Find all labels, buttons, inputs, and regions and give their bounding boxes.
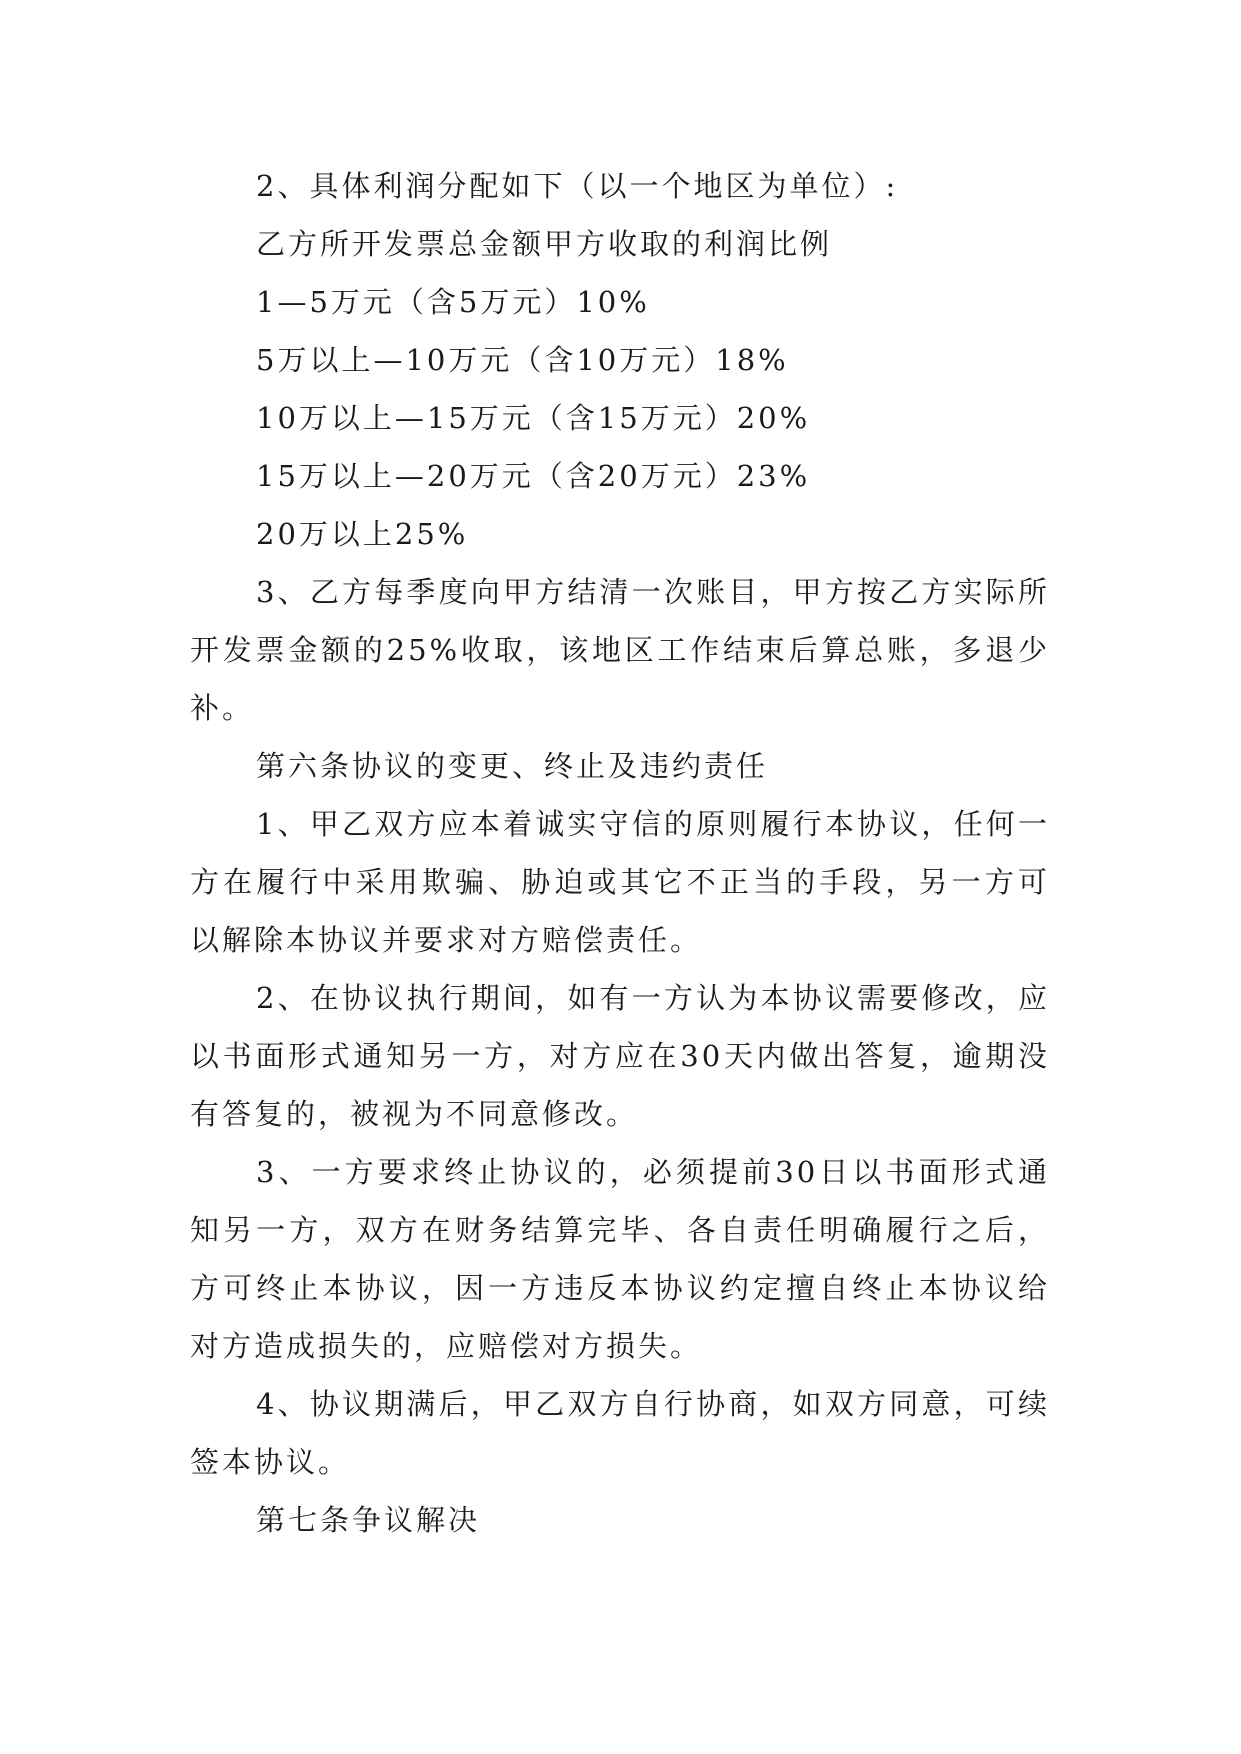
paragraph-article-six-clause-4: 4、协议期满后，甲乙双方自行协商，如双方同意，可续签本协议。 [190, 1387, 1050, 1479]
paragraph-tier-2: 5万以上—10万元（含10万元）18% [256, 343, 789, 377]
paragraph-tier-1: 1—5万元（含5万元）10% [256, 285, 650, 319]
paragraph-tier-5: 20万以上25% [256, 517, 469, 551]
document-body [190, 157, 1050, 1549]
paragraph-quarterly-settlement: 3、乙方每季度向甲方结清一次账目，甲方按乙方实际所开发票金额的25%收取，该地区工作结束后算总账，多退少补。 [190, 575, 1050, 725]
paragraph-article-six-clause-1: 1、甲乙双方应本着诚实守信的原则履行本协议，任何一方在履行中采用欺骗、胁迫或其它不正当的手段，另一方可以解除本协议并要求对方赔偿责任。 [190, 807, 1050, 957]
paragraph-article-six-clause-2: 2、在协议执行期间，如有一方认为本协议需要修改，应以书面形式通知另一方，对方应在30天内做出答复，逾期没有答复的，被视为不同意修改。 [190, 981, 1050, 1131]
paragraph-profit-distribution-heading: 2、具体利润分配如下（以一个地区为单位）: [256, 169, 899, 203]
paragraph-tier-3: 10万以上—15万元（含15万元）20% [256, 401, 811, 435]
article-seven-heading: 第七条争议解决 [256, 1503, 481, 1537]
paragraph-tier-4: 15万以上—20万元（含20万元）23% [256, 459, 811, 493]
paragraph-article-six-clause-3: 3、一方要求终止协议的，必须提前30日以书面形式通知另一方，双方在财务结算完毕、各自责任明确履行之后，方可终止本协议，因一方违反本协议约定擅自终止本协议给对方造成损失的，应赔偿对方损失。 [190, 1155, 1050, 1363]
article-six-heading: 第六条协议的变更、终止及违约责任 [256, 749, 769, 783]
paragraph-invoice-ratio-header: 乙方所开发票总金额甲方收取的利润比例 [256, 227, 833, 261]
